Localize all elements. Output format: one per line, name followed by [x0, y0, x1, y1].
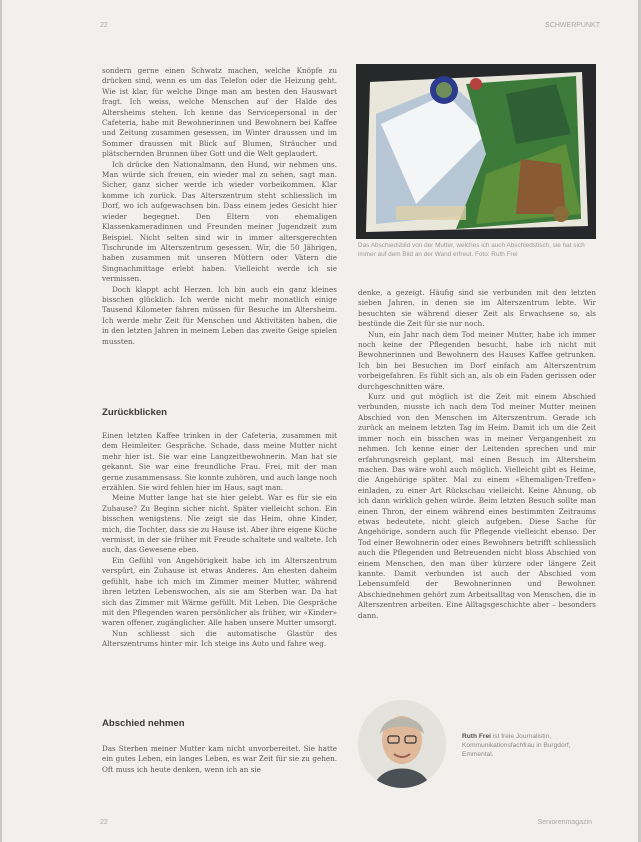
- header-page-number: 22: [100, 22, 108, 29]
- section-abschied-text: [102, 744, 337, 775]
- footer-page-number: 22: [100, 819, 108, 826]
- body-paragraph: Einen letzten Kaffee trinken in der Cafeteria, zusammen mit dem Heimleiter. Gespräche. Schade, dass meine Mutter nicht mehr hier ist. Sie war eine Langzeitbewohnerin. Man hat sie gekannt. Sie war eine freundliche Frau. Frei, mit der man gerne zusammensass. Sie konnte zuhören, und auch lange noch erzählen. Sie wird fehlen hier im Haus, sagt man.: [102, 431, 337, 493]
- collage-photo: [356, 64, 596, 239]
- intro-paragraph: Ich drücke den Nationalmann, den Hund, wir nehmen uns. Man würde sich freuen, ein wieder mal zu sehen, sagt man. Sicher, ganz sicher werde ich wieder vorbeikommen. Klar komme ich zurück. Das Alterszentrum steht schliesslich im Dorf, wo ich aufgewachsen bin. Dass einem jedes Gesicht hier wieder begegnet. Den Eltern von ehemaligen Klassenkameradinnen und Freunden meiner Jugendzeit zum Beispiel. Nicht selten sind wir in immer altersgerechten Tischrunde im Alterszentrum gesessen. Wir, die 50 Jährigen, haben zusammen mit unseren Müttern oder Vätern die Singnachmittage erlebt haben. Vielleicht werde ich sie vermissen.: [102, 159, 337, 284]
- body-paragraph: Nun schliesst sich die automatische Glastür des Alterszentrums hinter mir. Ich steige ins Auto und fahre weg.: [102, 628, 337, 649]
- author-portrait: [358, 700, 446, 788]
- right-column-text: [358, 288, 596, 621]
- body-paragraph: Nun, ein Jahr nach dem Tod meiner Mutter, habe ich immer noch keine der Pflegenden besucht, habe ich nicht mit Bewohnerinnen und Bewohnern des Hauses Kaffee getrunken. Ich bin bei Besuchen im Dorf einfach am Alterszentrum vorbeigefahren. Es fühlt sich an, als ob ein Faden gerissen oder durchgeschnitten wäre.: [358, 329, 596, 391]
- intro-text: [102, 66, 337, 347]
- section-heading-abschied: Abschied nehmen: [102, 718, 185, 729]
- body-paragraph: denke, a gezeigt. Häufig sind sie verbunden mit den letzten sieben Jahren, in denen sie im Alterszentrum lebte. Wir besuchten sie während dieser Zeit als Erwachsene so, als bestünde die Zeit für sie nur noch.: [358, 288, 596, 329]
- section-zurueckblicken-text: [102, 431, 337, 650]
- body-paragraph: Ein Gefühl von Angehörigkeit habe ich im Alterszentrum verspürt, ein Zuhause ist etwas Anderes. Am ehesten daheim gefühlt, habe ich mich im Zimmer meiner Mutter, während ihren letzten Lebenswochen, als sie am Sterben war. Da hat sich das Zimmer mit Wärme gefüllt. Mit Leben. Die Gespräche mit den Pflegenden waren persönlicher als früher, wir «Kinder» waren offener, zugänglicher. Alle haben unsere Mutter umsorgt.: [102, 555, 337, 628]
- body-paragraph: Meine Mutter lange hat sie hier gelebt. War es für sie ein Zuhause? Zu Beginn sicher nicht. Später vielleicht schon. Ein bisschen wenigstens. Nie zeigt sie das Heim, ohne Kinder, mich, die Tochter, dass sie zu Hause ist. Aber ihre eigene Küche vermisst, in der sie früher mit Freude schaltete und waltete. Ich auch, das Gewesene eben.: [102, 493, 337, 555]
- body-paragraph: Das Sterben meiner Mutter kam nicht unvorbereitet. Sie hatte ein gutes Leben, ein langes Leben, es war Zeit für sie zu gehen. Oft muss ich heute denken, wenn ich an sie: [102, 744, 337, 774]
- section-heading-zurueckblicken: Zurückblicken: [102, 407, 168, 418]
- author-name: Ruth Frei: [462, 733, 491, 740]
- author-bio: [462, 732, 592, 759]
- footer-magazine-name: Seniorenmagazin: [537, 819, 592, 826]
- magazine-page: [2, 0, 638, 842]
- author-description: ist freie Journalistin, Kommunikationsfachfrau in Burgdorf, Emmental.: [462, 733, 571, 758]
- body-paragraph: Kurz und gut möglich ist die Zeit mit einem Abschied verbunden, musste ich nach dem Tod meiner Mutter meinen Abschied von den Menschen im Alterszentrum. Gerade ich zurück an meinem letzten Tag im Heim. Damit ich um die Zeit immer noch ein bisschen was in meiner Vergangenheit zu nehmen. Ich kenne einer der Leitenden sprechen und mir erfahrungsreich geplant, mal einen Besuch im Altersheim machen. Das wäre wohl auch möglich. Vielleicht gibt es Heime, die Angehörige später. Mal zu einem «Ehemaligen-Treffen» einladen, zu einer Art Rückschau vielleicht. Keine Ahnung, ob ich dann wirklich gehen würde. Beim letzten Besuch sollte man einen Thron, der einem während eines bestimmten Zeitraums etwas bedeutete, nicht gleich aufgeben. Diese Sache für Angehörige, sondern auch für Pflegende vielleicht ebenso. Der Tod einer Bewohnerin oder eines Bewohners betrifft schliesslich auch die Pflegenden und Betreuenden nicht bloss Abschied von einem Menschen, den man über kürzere oder längere Zeit kannte. Damit verbunden ist auch der Abschied vom Lebensumfeld der Bewohnerinnen und Bewohner. Abschiednehmen gehört zum Arbeitsalltag von Menschen, die in Alterszentren arbeiten. Eine Alltagsgeschichte aber – besonders dann.: [358, 392, 596, 620]
- photo-caption: Das Abschiedsbild von der Mutter, welches ich auch Abschiedstisch, sie hat sich immer auf dem Bild an der Wand erfreut. Foto: Ruth Frei: [358, 242, 585, 258]
- intro-paragraph: sondern gerne einen Schwatz machen, welche Knöpfe zu drücken sind, wenn es um das Telefon oder die Heizung geht. Wie ist klar, für welche Dinge man am besten den Hauswart fragt. Ich weiss, welche Menschen auf der Halde des Altersheims stehen. Ich kenne das Servicepersonal in der Cafeteria, habe mit Bewohnerinnen und Bewohnern bei Kaffee und Zeitung zusammen gesessen, im Winter draussen und im Sommer draussen mit Blick auf Blumen, Sträucher und plätschernden Brunnen über Gott und die Welt geplaudert.: [102, 66, 337, 159]
- intro-paragraph: Doch klappt acht Herzen. Ich bin auch ein ganz kleines bisschen glücklich. Ich werde nicht mehr monatlich einige Tausend Kilometer fahren müssen für Besuche im Altersheim. Ich werde mehr Zeit für Menschen und Aktivitäten haben, die in den letzten Jahren in meinem Leben das zweite Geige spielen mussten.: [102, 284, 337, 346]
- header-section-label: SCHWERPUNKT: [545, 22, 600, 29]
